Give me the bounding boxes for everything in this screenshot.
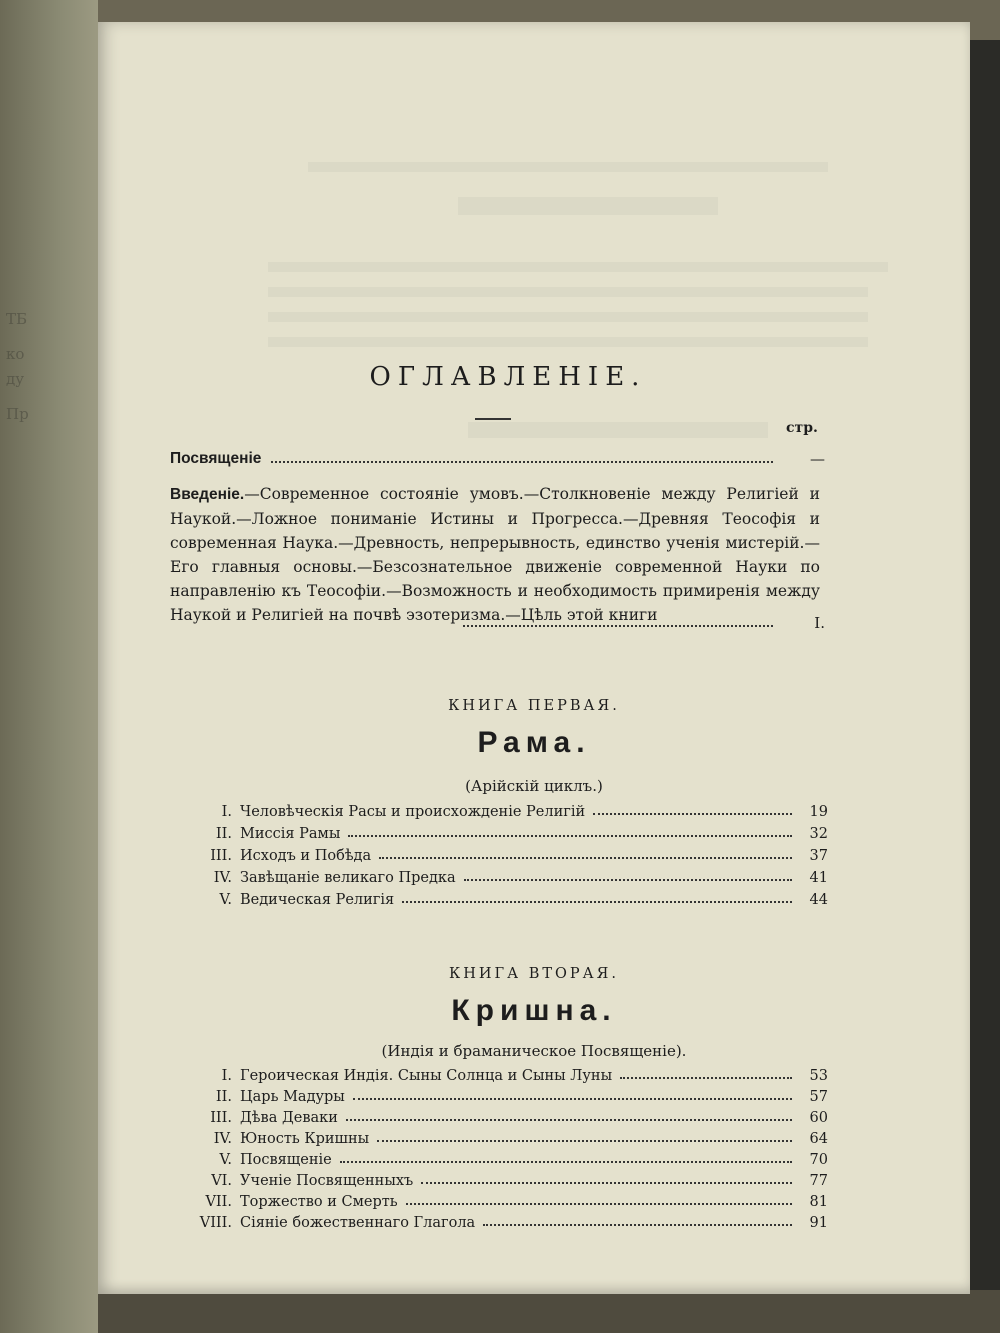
- book-1-title: Рама.: [477, 726, 591, 759]
- chapter-number: V.: [219, 892, 232, 908]
- chapter-number: III.: [210, 848, 232, 864]
- chapter-title: Торжество и Смерть: [240, 1194, 398, 1210]
- leader-dots: [483, 1224, 792, 1226]
- introduction-page: I.: [814, 614, 825, 632]
- chapter-title: Ученіе Посвященныхъ: [240, 1173, 414, 1189]
- leader-dots: [346, 1119, 792, 1121]
- chapter-row: [198, 870, 828, 886]
- introduction-lead: Введеніе.: [170, 486, 245, 503]
- leader-dots: [593, 813, 792, 815]
- leader-dots: [377, 1140, 792, 1142]
- chapter-row: [198, 1131, 828, 1147]
- chapter-row: [198, 804, 828, 820]
- book-2-subtitle: (Индія и браманическое Посвященіе).: [381, 1042, 687, 1060]
- chapter-number: IV.: [213, 1131, 232, 1147]
- book-2-label: КНИГА ВТОРАЯ.: [449, 966, 619, 982]
- chapter-title: Ведическая Религія: [240, 892, 395, 908]
- leader-dots: [353, 1098, 792, 1100]
- chapter-number: VI.: [211, 1173, 232, 1189]
- chapter-number: VIII.: [199, 1215, 232, 1231]
- chapter-row: [198, 1089, 828, 1105]
- chapter-page: 19: [809, 804, 828, 820]
- dedication-label: Посвященіе: [170, 450, 262, 467]
- chapter-title: Дѣва Деваки: [240, 1110, 338, 1126]
- chapter-title: Царь Мадуры: [240, 1089, 345, 1105]
- book-cover-edge: [968, 40, 1000, 1290]
- chapter-row: [198, 1215, 828, 1231]
- chapter-number: I.: [221, 804, 232, 820]
- leader-dots: [406, 1203, 792, 1205]
- chapter-page: 53: [809, 1068, 828, 1084]
- leader-dots: [379, 857, 792, 859]
- chapter-page: 41: [809, 870, 828, 886]
- chapter-page: 64: [809, 1131, 828, 1147]
- introduction-page-row: [453, 614, 825, 632]
- chapter-title: Сіяніе божественнаго Глагола: [240, 1215, 476, 1231]
- chapter-row: [198, 1173, 828, 1189]
- chapter-title: Посвященіе: [240, 1152, 332, 1168]
- chapter-page: 91: [809, 1215, 828, 1231]
- chapter-title: Юность Кришны: [240, 1131, 370, 1147]
- page-column-label: стр.: [786, 420, 818, 436]
- chapter-title: Завѣщаніе великаго Предка: [240, 870, 456, 886]
- leader-dots: [421, 1182, 792, 1184]
- left-page-edge: ТБ ко ду Пр: [0, 0, 98, 1333]
- leader-dots: [271, 461, 773, 463]
- chapter-row: [198, 1110, 828, 1126]
- introduction-text: —Современное состояніе умовъ.—Столкновеніе между Религіей и Наукой.—Ложное пониманіе Истины и Прогресса.—Древняя Теософія и современная Наука.—Древность, непрерывность, единство ученія мистерій.—Его главныя основы.—Безсознательное движеніе современной Науки по направленію къ Теософіи.—Возможность и необходимость примиренія между Наукой и Религіей на почвѣ эзотеризма.—Цѣль этой книги: [170, 485, 820, 624]
- chapter-title: Исходъ и Побѣда: [240, 848, 372, 864]
- chapter-number: IV.: [213, 870, 232, 886]
- chapter-page: 70: [809, 1152, 828, 1168]
- chapter-number: I.: [221, 1068, 232, 1084]
- chapter-page: 60: [809, 1110, 828, 1126]
- chapter-row: [198, 826, 828, 842]
- chapter-row: [198, 892, 828, 908]
- book-1-label: КНИГА ПЕРВАЯ.: [448, 698, 620, 714]
- chapter-title: Героическая Индія. Сыны Солнца и Сыны Луны: [240, 1068, 613, 1084]
- chapter-page: 77: [809, 1173, 828, 1189]
- chapter-title: Человѣческія Расы и происхожденіе Религій: [240, 804, 586, 820]
- leader-dots: [348, 835, 792, 837]
- chapter-page: 57: [809, 1089, 828, 1105]
- book-1-subtitle: (Арійскій циклъ.): [465, 777, 603, 795]
- leader-dots: [620, 1077, 792, 1079]
- book-2-title: Кришна.: [451, 994, 617, 1027]
- chapter-row: [198, 1068, 828, 1084]
- toc-entry-dedication: [170, 450, 825, 468]
- leader-dots: [402, 901, 792, 903]
- chapter-page: 81: [809, 1194, 828, 1210]
- dedication-page: —: [810, 450, 825, 468]
- toc-title: ОГЛАВЛЕНІЕ.: [369, 362, 647, 392]
- chapter-row: [198, 1152, 828, 1168]
- chapter-page: 37: [809, 848, 828, 864]
- leader-dots: [463, 625, 773, 627]
- chapter-page: 44: [809, 892, 828, 908]
- background-bottom: [0, 1290, 1000, 1333]
- chapter-row: [198, 848, 828, 864]
- title-divider: [475, 418, 511, 420]
- chapter-number: V.: [219, 1152, 232, 1168]
- chapter-number: VII.: [205, 1194, 232, 1210]
- leader-dots: [340, 1161, 792, 1163]
- toc-entry-introduction: [170, 482, 820, 627]
- book-page: [98, 22, 970, 1294]
- chapter-page: 32: [809, 826, 828, 842]
- chapter-row: [198, 1194, 828, 1210]
- chapter-number: II.: [215, 826, 232, 842]
- chapter-number: II.: [215, 1089, 232, 1105]
- chapter-title: Миссія Рамы: [240, 826, 341, 842]
- chapter-number: III.: [210, 1110, 232, 1126]
- leader-dots: [464, 879, 792, 881]
